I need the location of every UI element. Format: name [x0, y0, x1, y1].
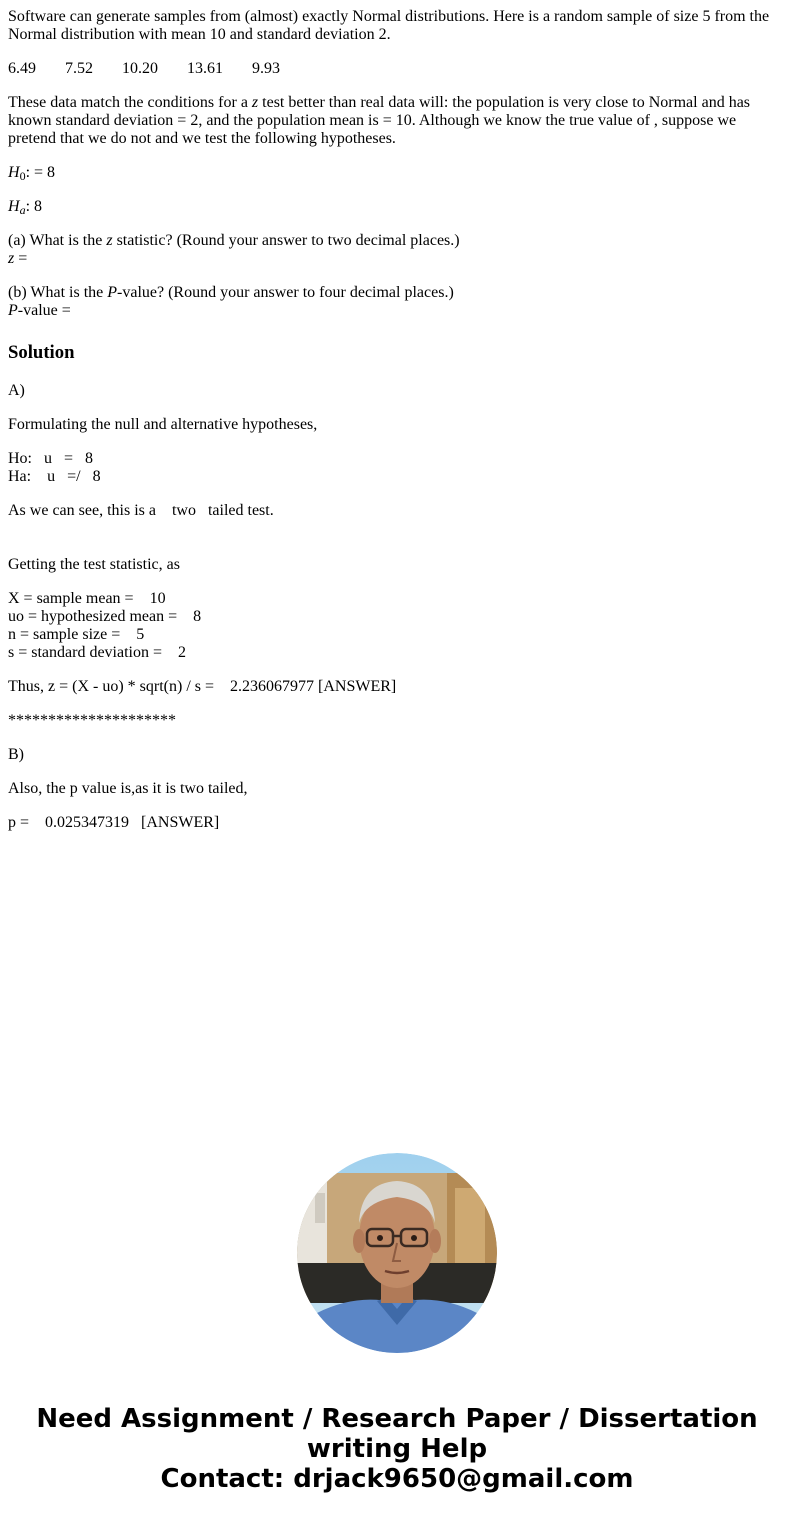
z-result: Thus, z = (X - uo) * sqrt(n) / s = 2.236067977 [ANSWER]	[8, 678, 397, 695]
std-dev-line: s = standard deviation = 2	[8, 644, 187, 661]
spacer	[8, 536, 786, 556]
promo-line: Need Assignment / Research Paper / Dissertation	[36, 1404, 758, 1434]
part-b-question: (b) What is the P-value? (Round your answer to four decimal places.) P-value =	[8, 284, 454, 319]
z-symbol: z	[251, 94, 259, 111]
solution-part-b-label: B)	[8, 746, 24, 763]
solution-heading: Solution	[8, 342, 75, 363]
sample-mean-line: X = sample mean = 10	[8, 590, 166, 607]
null-hypothesis: $H_0$: = 8	[8, 164, 56, 183]
divider-stars: *********************	[8, 712, 176, 729]
part-a-question: (a) What is the z statistic? (Round your answer to two decimal places.) z =	[8, 232, 460, 267]
getting-statistic-text: Getting the test statistic, as	[8, 556, 180, 573]
p-answer-label: P	[8, 302, 18, 319]
p-value-intro: Also, the p value is,as it is two tailed,	[8, 780, 248, 797]
conditions-paragraph: These data match the conditions for a z test better than real data will: the population is very close to Normal and has known standard deviation = 2, and the population mean is = 10. Although we know the true value of , suppose we pretend that we do not and we test the following hypotheses.	[8, 94, 751, 147]
sample-value: 9.93	[252, 60, 280, 77]
sample-value: 6.49	[8, 60, 36, 77]
promo-contact: Contact: drjack9650@gmail.com	[160, 1464, 634, 1494]
z-answer-label: z	[8, 250, 15, 267]
hypotheses-block	[8, 450, 786, 486]
given-values-block	[8, 590, 786, 662]
formulating-text: Formulating the null and alternative hypotheses,	[8, 416, 318, 433]
sample-value: 10.20	[122, 60, 158, 77]
solution-part-a-label: A)	[8, 382, 25, 399]
document-content	[8, 8, 786, 848]
ho-line: Ho: u = 8	[8, 450, 94, 467]
sample-size-line: n = sample size = 5	[8, 626, 145, 643]
ha-line: Ha: u =/ 8	[8, 468, 101, 485]
tailed-test-text: As we can see, this is a two tailed test.	[8, 502, 274, 519]
question-intro: Software can generate samples from (almost) exactly Normal distributions. Here is a random sample of size 5 from the Normal distribution with mean 10 and standard deviation 2.	[8, 8, 770, 43]
p-value-result: p = 0.025347319 [ANSWER]	[8, 814, 220, 831]
hypothesized-mean-line: uo = hypothesized mean = 8	[8, 608, 202, 625]
sample-values	[8, 60, 786, 78]
promo-banner	[0, 1404, 794, 1494]
author-portrait-image	[297, 1153, 497, 1353]
author-avatar	[297, 1153, 497, 1353]
promo-line: writing Help	[306, 1434, 488, 1464]
sample-value: 7.52	[65, 60, 93, 77]
sample-value: 13.61	[187, 60, 223, 77]
alt-hypothesis: $H_a$: 8	[8, 198, 43, 217]
